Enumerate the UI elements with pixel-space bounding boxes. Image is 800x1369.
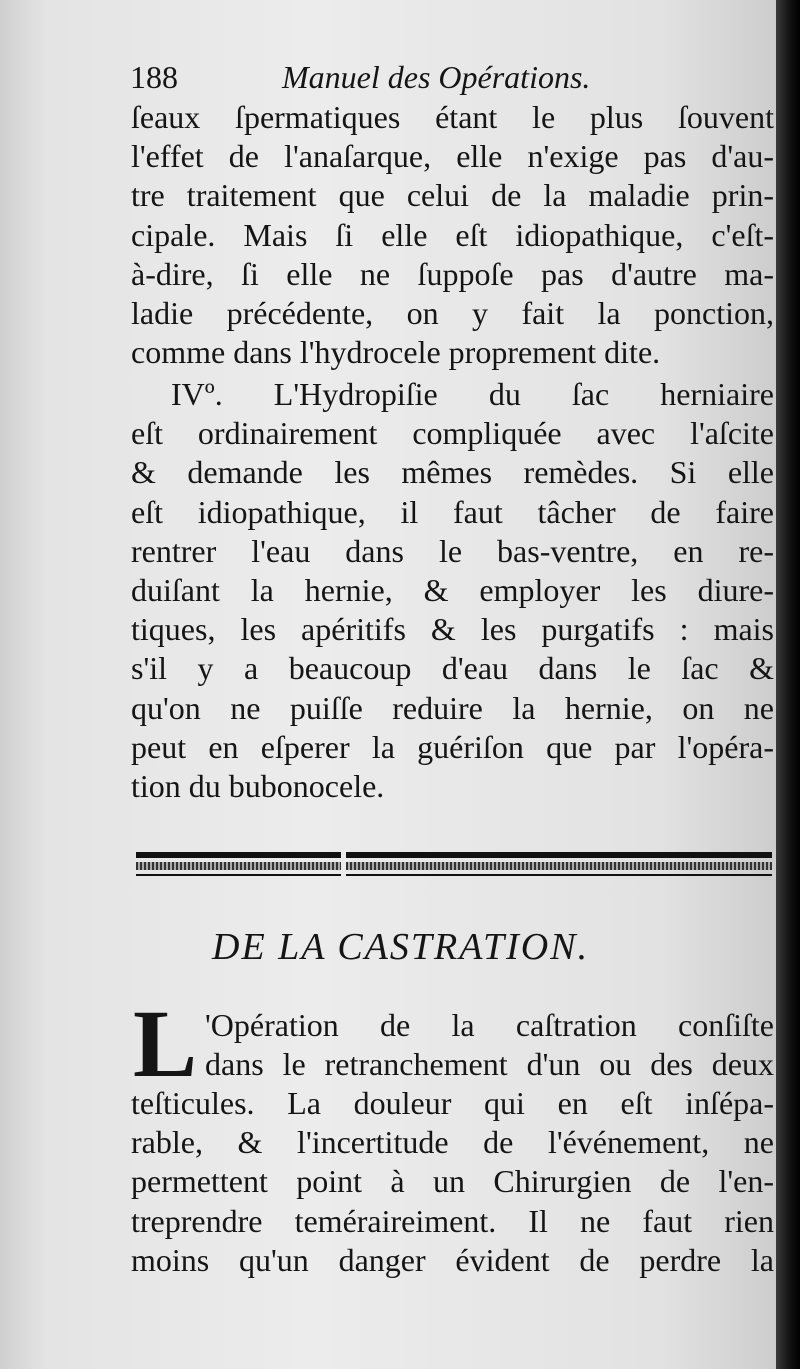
page-edge-shadow bbox=[776, 0, 800, 1369]
text-line: permettent point à un Chirurgien de l'en- bbox=[131, 1163, 774, 1200]
text-line: duiſant la hernie, & employer les diure- bbox=[131, 571, 774, 608]
ornament-right bbox=[346, 852, 772, 876]
text-line: eſt ordinairement compliquée avec l'aſcite bbox=[131, 415, 774, 452]
text-line: teſticules. La douleur qui en eſt inſépa- bbox=[131, 1085, 774, 1121]
text-line: rable, & l'incertitude de l'événement, ne bbox=[131, 1124, 774, 1161]
text-line: 'Opération de la caſtration conſiſte bbox=[205, 1007, 774, 1043]
text-line: & demande les mêmes remèdes. Si elle bbox=[131, 454, 774, 491]
text-line: treprendre teméraireiment. Il ne faut rien bbox=[131, 1202, 774, 1239]
text-line: qu'on ne puiſſe reduire la hernie, on ne bbox=[131, 689, 774, 726]
page-header bbox=[130, 55, 770, 99]
text-line: rentrer l'eau dans le bas-ventre, en re- bbox=[131, 532, 774, 569]
text-line: moins qu'un danger évident de perdre la bbox=[131, 1241, 774, 1278]
text-line: ladie précédente, on y fait la ponction, bbox=[131, 294, 774, 331]
text-line: tre traitement que celui de la maladie prin- bbox=[131, 177, 774, 214]
paragraph-continued bbox=[131, 98, 774, 372]
paragraph-hydropisie bbox=[131, 375, 774, 806]
paragraph-castration bbox=[131, 1084, 774, 1280]
ornament-left bbox=[136, 852, 341, 876]
section-title: DE LA CASTRATION. bbox=[212, 926, 590, 968]
drop-cap: L bbox=[133, 990, 198, 1097]
text-line: peut en eſperer la guériſon que par l'opéra- bbox=[131, 728, 774, 765]
text-line: IVº. L'Hydropiſie du ſac herniaire bbox=[171, 376, 774, 412]
page-number: 188 bbox=[130, 59, 178, 95]
text-line: dans le retranchement d'un ou des deux bbox=[205, 1046, 774, 1083]
text-line: comme dans l'hydrocele proprement dite. bbox=[131, 334, 661, 371]
text-line: à-dire, ſi elle ne ſuppoſe pas d'autre ma- bbox=[131, 255, 774, 292]
running-head: Manuel des Opérations. bbox=[282, 59, 591, 95]
text-line: ſeaux ſpermatiques étant le plus ſouvent bbox=[131, 99, 774, 135]
paragraph-castration-start bbox=[131, 990, 774, 1097]
text-line: cipale. Mais ſi elle eſt idiopathique, c'eſt- bbox=[131, 216, 774, 253]
text-line: l'effet de l'anaſarque, elle n'exige pas d'au- bbox=[131, 138, 774, 175]
text-line: eſt idiopathique, il faut tâcher de faire bbox=[131, 493, 774, 530]
text-line: s'il y a beaucoup d'eau dans le ſac & bbox=[131, 650, 774, 687]
text-line: tion du bubonocele. bbox=[131, 767, 385, 804]
text-line: tiques, les apéritifs & les purgatifs : mais bbox=[131, 611, 774, 648]
printer-ornament-rule bbox=[136, 852, 772, 876]
